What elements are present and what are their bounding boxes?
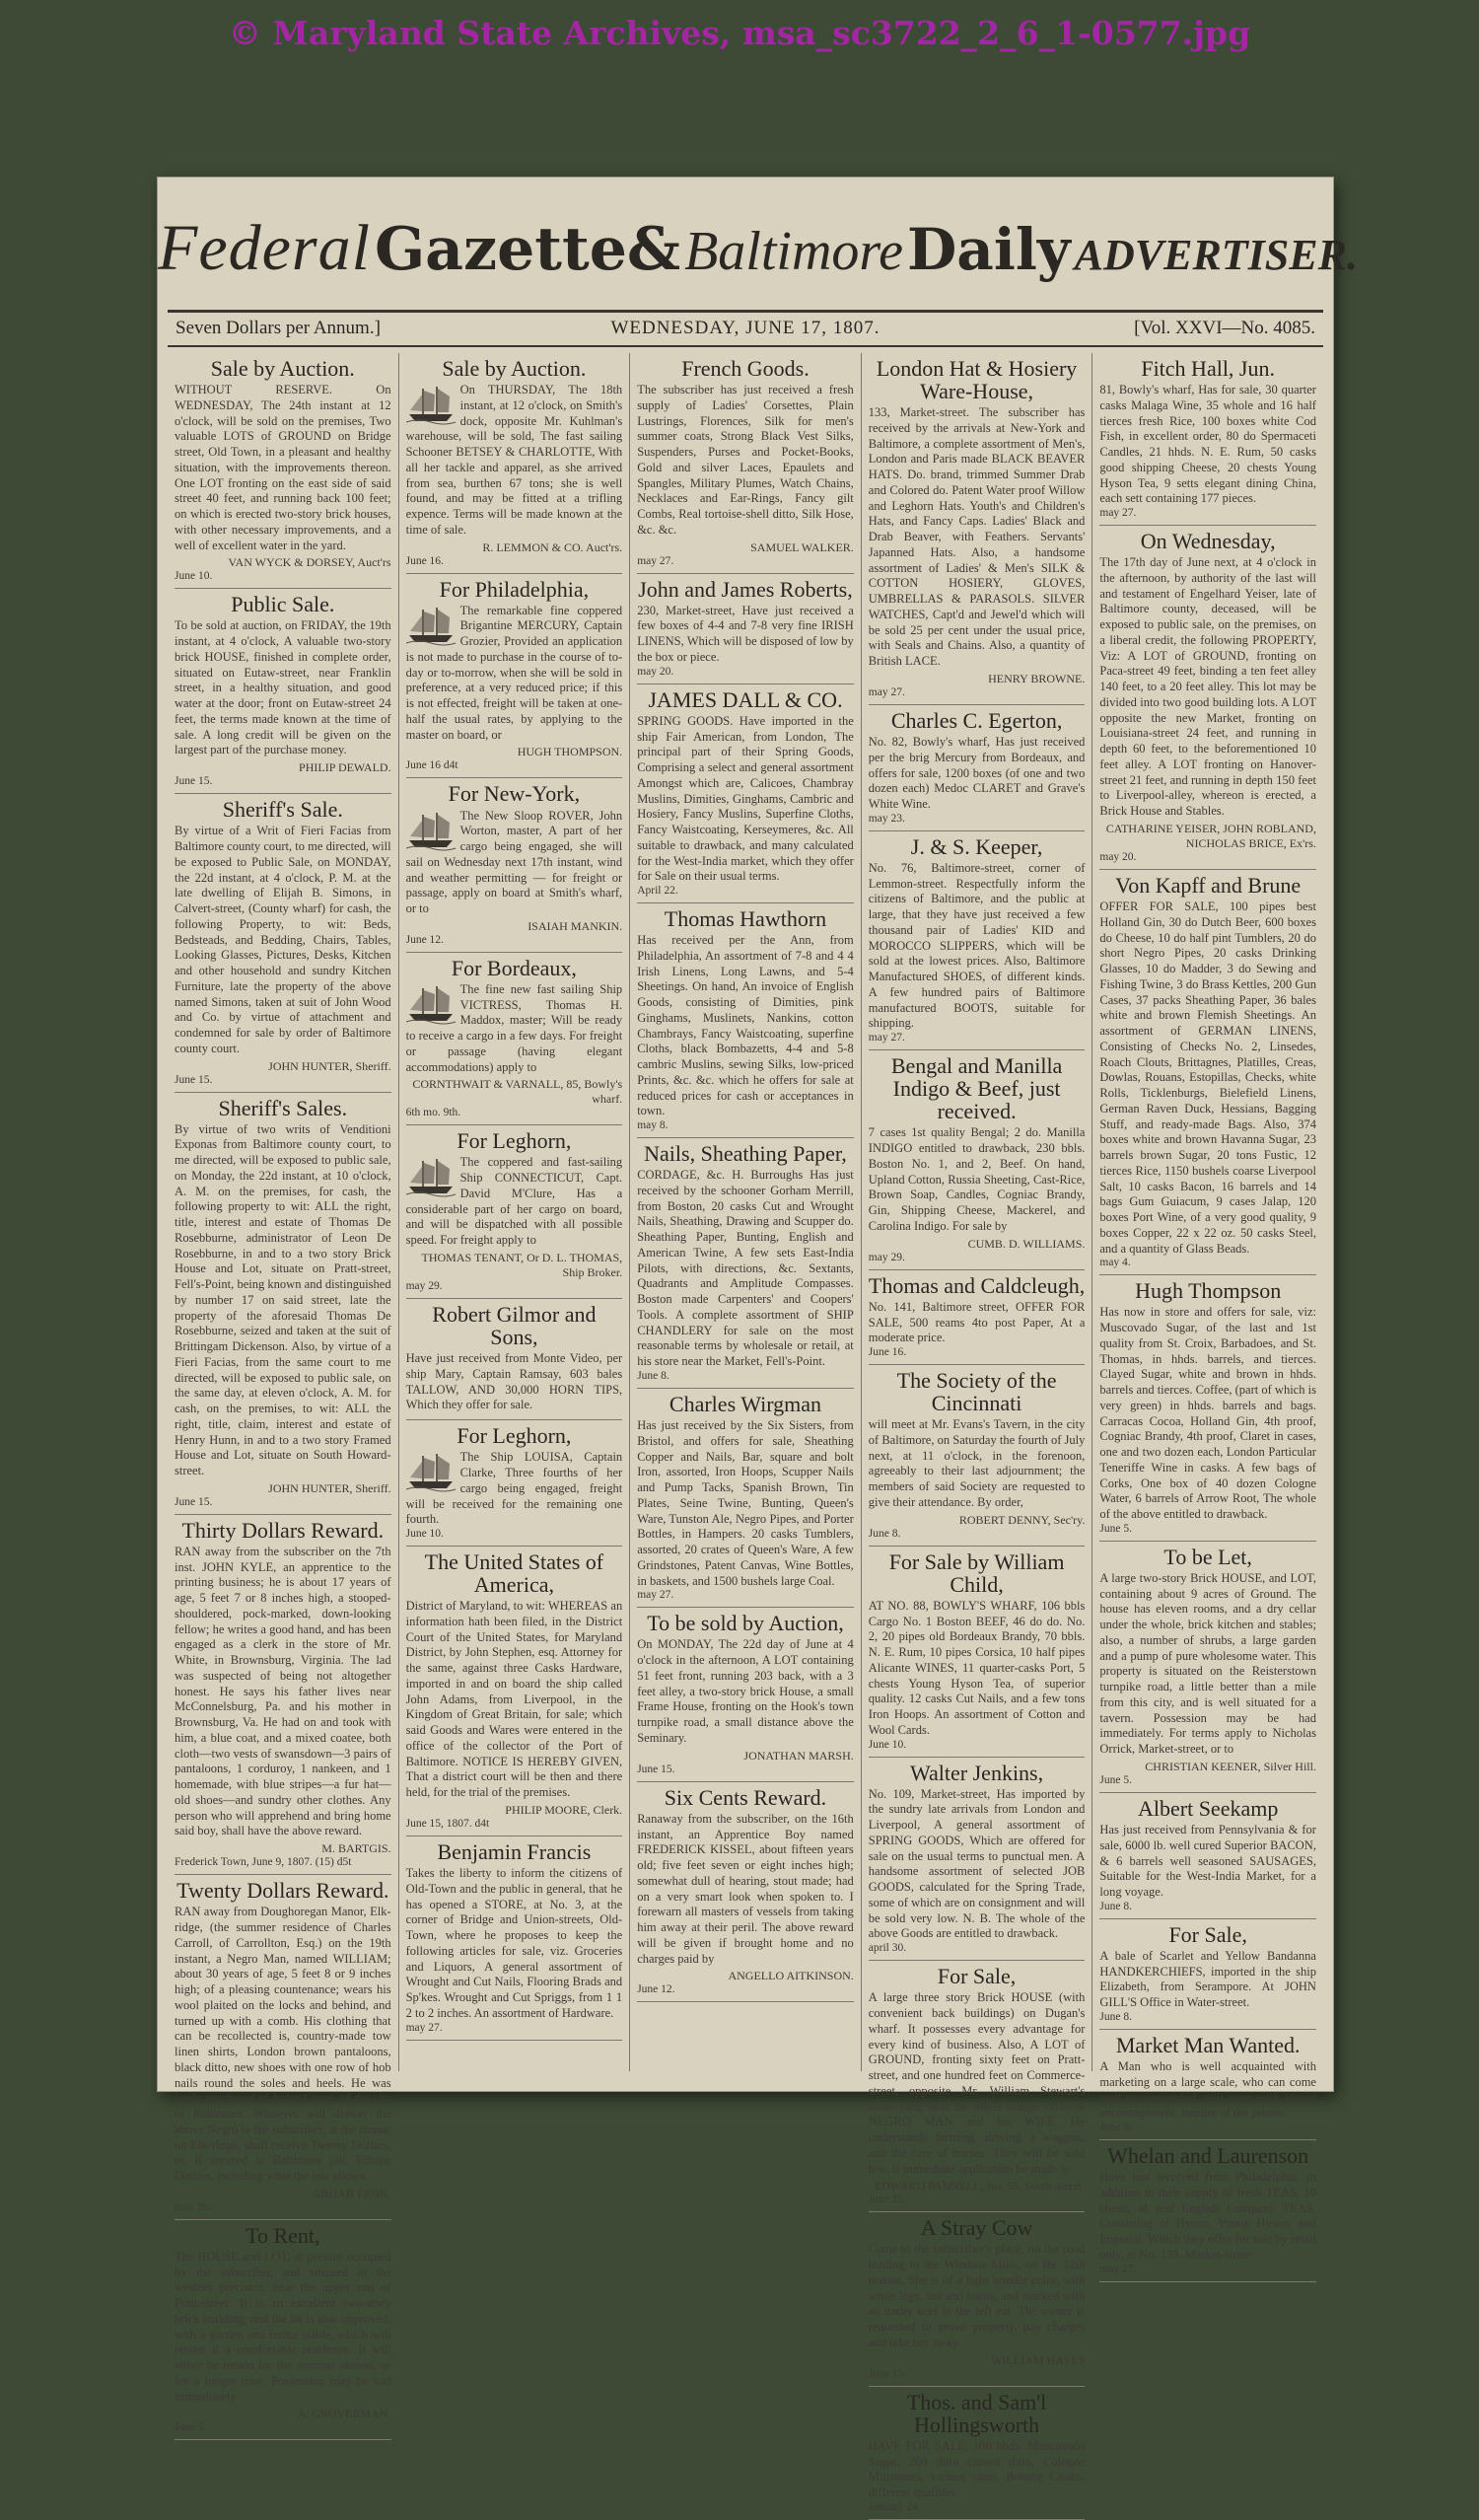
ad-date: June 16 d4t — [405, 759, 458, 772]
advertisement — [406, 1125, 623, 1299]
ad-body — [637, 1812, 854, 1968]
ad-date: June 8. — [1099, 2010, 1132, 2023]
ad-date: June 12. — [637, 1983, 675, 1996]
ad-signature: ANGELLO AITKINSON. — [728, 1969, 854, 1983]
ad-date: may 29. — [405, 1279, 443, 1292]
ad-body — [869, 1990, 1086, 2177]
ad-date: June 10. — [175, 570, 213, 583]
ad-body-text: By virtue of two writs of Venditioni Exponas from Baltimore county court, to me directed, will be exposed to public sale, on Monday, the 22d instant, at 10 o'clock, A. M. on the premises, for cash, the following property to wit: ALL the right, title, interest and estate of Thomas De Rosebburne, administrator of Leon De Rosebburne, in and to a two story Brick House and Lot, situate on Pratt-street, Fell's-Point, being known and distinguished by number 17 on said street, late the property of the aforesaid Thomas De Rosebburne, seized and taken at the suit of Brittingam Dickenson. Also, by virtue of a Fieri Facias, from the same court to me directed, will be exposed to public sale, on the same day, at eleven o'clock, A. M. for cash, on the premises, to wit: ALL the right, title, claim, interest and estate of Henry Hunn, in and to a two story Framed House and Lot, situate on South Howard-street. — [175, 1121, 391, 1478]
ad-body-text: No. 109, Market-street, Has imported by the sundry late arrivals from London and Liverpool, A general assortment of SPRING GOODS, Which are offered for sale on the usual terms to punctual men. A handsome assortment of selected JOB GOODS, calculated for the Spring Trade, some of which are on consignment and will be sold very low. N. B. The whole of the above Goods are entitled to drawback. — [868, 1786, 1086, 1941]
ad-body — [637, 604, 854, 666]
ad-body-text: AT NO. 88, BOWLY'S WHARF, 106 bbls Cargo No. 1 Boston BEEF, 46 do do. No. 2, 20 pipes old Bordeaux Brandy, 70 bbls. N. E. Rum, 10 pipes Corsica, 10 half pipes Alicante WINES, 11 quarter-casks Port, 5 chests Young Hyson Tea, of superior quality. 12 casks Cut Nails, and a few tons Iron Hoops. An assortment of Cotton and Wool Cards. — [868, 1598, 1086, 1737]
ad-body — [637, 1168, 854, 1370]
masthead-baltimore: Baltimore — [684, 221, 903, 282]
ad-title: Albert Seekamp — [1137, 1795, 1279, 1821]
ad-body-text: Takes the liberty to inform the citizens of Old-Town and the public in general, that he has opened a STORE, at No. 3, at the corner of Bridge and Union-streets, Old-Town, where he proposes to keep the following articles for sale, viz. Groceries and Liquors, A general assortment of Wrought and Cut Nails, Flooring Brads and Sp'kes. Wrought and Cut Spriggs, from 1 1 2 to 2 inches. An assortment of Hardware. — [405, 1866, 623, 2020]
advertisement — [1099, 1275, 1316, 1542]
ad-body — [175, 383, 391, 553]
ad-body — [406, 1599, 623, 1801]
ad-date: June 12. — [405, 933, 444, 946]
ad-body-text: Have just received from Philadelphia, in addition to their supply of fresh TEAS, 10 chests of real English Company TEAS, Consisting of Hyson, Young Hyson, and Imperial. Which they offer for sale by retail only, at No. 133, Market-street. — [1099, 2170, 1316, 2262]
advertisement — [406, 778, 623, 952]
ad-date: June 15. — [868, 2367, 907, 2380]
ad-body — [1099, 555, 1316, 820]
advertisement — [869, 2212, 1086, 2386]
ad-body — [406, 383, 623, 539]
ad-signature: JONATHAN MARSH. — [743, 1748, 854, 1763]
ad-title: On Wednesday, — [1140, 529, 1276, 554]
advertisement — [637, 1608, 854, 1781]
ad-title: Thomas Hawthorn — [664, 906, 827, 932]
ad-body-text: OFFER FOR SALE, 100 pipes best Holland Gin, 30 do Dutch Beer, 600 boxes do Cheese, 10 do half pint Tumblers, 20 do short Negro Pipes, 20 casks Drinking Glasses, 10 do Madder, 3 do Sewing and Fishing Twine, 3 do Brass Kettles, 200 Gun Cases, 37 packs Sheathing Paper, 36 bales white and brown Flemish Sheetings. An assortment of GERMAN LINENS, Consisting of Checks No. 2, Linsedes, Roach Clouts, Brittagnes, Platilles, Creas, Dowlas, Rouans, Estopillas, Checks, white Rolls, Ticklenburgs, Bielefield Linens, German Raven Duck, Hessians, Bagging Stuff, and ready-made Bags. Also, 374 boxes white and brown Havanna Sugar, 23 barrels brown Sugar, 20 tons Fustic, 12 tierces Rice, 1150 bushels coarse Liverpool Salt, 10 casks Bacon, 16 barrels and 14 bags Gum Guiacum, 9 cases Jalap, 120 boxes Port Wine, of a very good quality, 9 boxes Copper, 22 x 22 oz. 50 casks Steel, and a quantity of Glass Beads. — [1099, 900, 1316, 1256]
ad-body — [175, 1545, 391, 1839]
ad-signature: WILLIAM HAYES — [991, 2352, 1086, 2367]
ad-date: 6th mo. 9th. — [405, 1107, 461, 1119]
advertisement-columns — [168, 353, 1323, 2513]
archive-watermark: © Maryland State Archives, msa_sc3722_2_6_1-0577.jpg — [228, 14, 1251, 52]
advertisement — [175, 2220, 391, 2441]
ad-body-text: Has received per the Ann, from Philadelphia, An assortment of 7-8 and 4 4 Irish Linens, Long Lawns, and 5-4 Sheetings. On hand, An invoice of English Goods, consisting of Dimities, pink Ginghams, Muslinets, Nankins, cotton Chambrays, Fancy Waistcoating, superfine Cloths, black Bombazetts, 4-4 and 5-8 cambric Muslins, sewing Silks, low-priced Prints, &c. &c. which he offers for sale at reduced prices for cash or acceptances in town. — [637, 933, 854, 1118]
ad-body-text: will meet at Mr. Evans's Tavern, in the city of Baltimore, on Saturday the fourth of July next, at 11 o'clock, in the forenoon, agreeably to their last adjournment; the members of said Society are requested to give their attendance. By order, — [868, 1417, 1086, 1509]
newspaper-page — [158, 178, 1358, 2513]
advertisement — [175, 1515, 391, 1875]
column-3 — [630, 353, 862, 2071]
ad-title: To Rent, — [246, 2222, 320, 2248]
ad-body — [406, 982, 623, 1076]
ad-date: may 20. — [637, 665, 674, 678]
ad-body-text: The HOUSE and LOT, at present occupied by the subscriber, and situated in the western precincts, near the upper end of Pratt-street. It is an excellent two-story brick building; and the lot is also improved, with a garden and frame stable, which will render it a comfortable residence. It will either be rented for the summer season, or for a longer time. Possession may be had immediately. — [175, 2249, 391, 2404]
ad-title: For Leghorn, — [457, 1423, 572, 1449]
advertisement — [175, 1093, 391, 1515]
ad-title: Market Man Wanted. — [1115, 2032, 1301, 2057]
ad-date: June 10. — [868, 1738, 907, 1751]
subscription-price: Seven Dollars per Annum.] — [176, 318, 381, 338]
ad-date: may 4. — [1099, 1257, 1131, 1269]
ad-body-text: To be sold at auction, on FRIDAY, the 19th instant, at 4 o'clock, A valuable two-story brick HOUSE, finished in complete order, situated on Eutaw-street, near Franklin street, in a healthy situation, and good water at the door; front on Eutaw-street 24 feet, the terms made known at the time of sale. A long credit will be given on the largest part of the purchase money. — [175, 618, 391, 757]
ad-date: may 27. — [868, 685, 905, 698]
advertisement — [869, 1758, 1086, 1962]
ad-body — [406, 604, 623, 744]
ad-body-text: 81, Bowly's wharf, Has for sale, 30 quarter casks Malaga Wine, 35 whole and 16 half tierces fresh Rice, 100 boxes white Cod Fish, in excellent order, 80 do Spermaceti Candles, 21 hhds. N. E. Rum, 50 casks good shipping Cheese, 20 chests Young Hyson Tea, 9 setts elegant dining China, each sett containing 177 pieces. — [1099, 383, 1316, 506]
advertisement — [1099, 353, 1316, 526]
ship-icon — [406, 811, 456, 850]
ad-signature: CORNTHWAIT & VARNALL, 85, Bowly's wharf. — [412, 1077, 623, 1107]
ship-icon — [406, 385, 456, 424]
ad-date: April 22. — [637, 885, 678, 898]
ad-body — [869, 1599, 1086, 1739]
ad-date: may 20. — [1099, 850, 1137, 863]
ad-body-text: 230, Market-street, Have just received a few boxes of 4-4 and 7-8 very fine IRISH LINENS, Which will be disposed of low by the box or piece. — [637, 603, 854, 664]
ad-body — [637, 1637, 854, 1746]
advertisement — [869, 831, 1086, 1050]
ad-title: The Society of the Cincinnati — [896, 1368, 1057, 1416]
ad-signature: HENRY BROWNE. — [988, 671, 1086, 685]
ad-body — [869, 735, 1086, 813]
ad-body-text: Has just received by the Six Sisters, from Bristol, and offers for sale, Sheathing Copper and Nails, Bar, square and bolt Iron, assorted, Iron Hoops, Scupper Nails and Pump Tacks, Spanish Brown, Tin Plates, Seine Twine, Bunting, Queen's Ware, Tunston Ale, Negro Pipes, and Porter Bottles, in Hampers. 20 casks Tumblers, assorted, 20 crates of Queen's Ware, A few Grindstones, Patent Canvas, Wine Bottles, in baskets, and 1500 bushels large Coal. — [637, 1418, 854, 1588]
ad-body — [1099, 1571, 1316, 1758]
advertisement — [175, 589, 391, 794]
advertisement — [869, 1365, 1086, 1547]
advertisement — [175, 1875, 391, 2220]
ad-body-text: The fine new fast sailing Ship VICTRESS, Thomas H. Maddox, master; Will be ready to receive a cargo in a few days. For freight or passage (having elegant accommodations) apply to — [405, 981, 623, 1074]
ad-body — [869, 2242, 1086, 2350]
ad-title: For Philadelphia, — [439, 576, 590, 602]
advertisement — [406, 1547, 623, 1836]
advertisement — [869, 353, 1086, 705]
ad-body — [1099, 2059, 1316, 2122]
advertisement — [869, 1547, 1086, 1758]
ad-title: Sale by Auction. — [210, 356, 355, 381]
column-2 — [399, 353, 631, 2071]
ad-signature: JOHN HUNTER, Sheriff. — [268, 1058, 391, 1073]
ad-date: June 8. — [1099, 1900, 1132, 1912]
ad-body-text: District of Maryland, to wit: WHEREAS an information hath been filed, in the District Court of the United States, for Maryland District, by John Stephen, esq. Attorney for the same, against three Casks Hardware, imported in and on board the ship called John Adams, from Liverpool, in the Kingdom of Great Britain, for sale; which said Goods and Wares were entered in the office of the collector of the Port of Baltimore. NOTICE IS HEREBY GIVEN, That a district court will be then and there held, for the trial of the premises. — [405, 1599, 623, 1800]
ad-date: June 5. — [175, 2421, 207, 2434]
ad-body — [175, 824, 391, 1056]
dateline — [168, 316, 1323, 345]
ad-signature: JOHN HUNTER, Sheriff. — [268, 1480, 391, 1495]
advertisement — [1099, 1919, 1316, 2030]
advertisement — [1099, 1793, 1316, 1919]
advertisement — [637, 1782, 854, 2003]
ad-body-text: Ranaway from the subscriber, on the 16th instant, an Apprentice Boy named FREDERICK KISSEL, about fifteen years old; five feet seven or eight inches high; somewhat dull of hearing, stout made; had on a very smart look when spoken to. I forewarn all masters of vessels from taking him away at their peril. The above reward will be given if brought home and no charges paid by — [637, 1811, 854, 1966]
ad-body-text: The New Sloop ROVER, John Worton, master, A part of her cargo being engaged, she will sail on Wednesday next 17th instant, wind and weather permitting — for freight or passage, apply on board at Smith's wharf, or to — [405, 808, 623, 916]
ship-icon — [406, 1157, 456, 1196]
advertisement — [175, 794, 391, 1092]
advertisement — [637, 1138, 854, 1389]
ad-body-text: The 17th day of June next, at 4 o'clock in the afternoon, by authority of the last will and testament of Engelhard Yeiser, late of Baltimore county, deceased, will be exposed to public sale, on the premises, on a liberal credit, the following PROPERTY, Viz: A LOT of GROUND, fronting on Paca-street 49 feet, binding a ten feet alley 140 feet, to a 20 feet alley. This lot may be divided into two good building lots. A LOT opposite the new Market, fronting on Louisiana-street 24 feet, and running in depth 60 feet, to the beforementioned 10 feet alley. A LOT fronting on Hanover-street 21 feet, and running in depth 150 feet to Liverpool-alley, whereon is erected, a Brick House and Stables. — [1099, 555, 1316, 819]
ad-title: Benjamin Francis — [437, 1838, 592, 1864]
ad-title: Charles C. Egerton, — [890, 707, 1063, 733]
ad-title: Sheriff's Sales. — [218, 1095, 348, 1120]
advertisement — [637, 574, 854, 684]
ad-signature: PHILIP MOORE, Clerk. — [505, 1802, 623, 1817]
ad-title: Robert Gilmor and Sons, — [432, 1301, 597, 1350]
advertisement — [637, 684, 854, 903]
ad-title: J. & S. Keeper, — [910, 833, 1043, 859]
ad-signature: THOMAS TENANT, Or D. L. THOMAS, Ship Broker. — [421, 1250, 623, 1279]
masthead-rule — [168, 310, 1323, 313]
ad-date: June 15. — [175, 1495, 213, 1508]
ad-body-text: A bale of Scarlet and Yellow Bandanna HANDKERCHIEFS, imported in the ship Elizabeth, from Serampore. At JOHN GILL'S Office in Water-street. — [1099, 1948, 1316, 2010]
advertisement — [637, 903, 854, 1138]
ad-body — [406, 1351, 623, 1413]
ad-date: June 15, 1807. d4t — [405, 1817, 490, 1830]
ad-date: June 8. — [868, 1527, 901, 1540]
ad-date: June 15. — [175, 775, 213, 788]
ad-body — [637, 714, 854, 885]
ad-date: may 27. — [405, 2021, 443, 2034]
masthead-daily: Daily — [906, 216, 1071, 283]
ad-signature: ROBERT DENNY, Sec'ry. — [958, 1512, 1086, 1527]
ad-title: London Hat & Hosiery Ware-House, — [876, 356, 1078, 404]
ad-body — [1099, 900, 1316, 1257]
ad-date: may 26. — [175, 2200, 212, 2213]
ad-signature: M. BARTGIS. — [321, 1841, 391, 1856]
ad-body — [869, 2439, 1086, 2501]
ad-title: For Sale, — [1168, 1921, 1247, 1947]
ad-body-text: No. 141, Baltimore street, OFFER FOR SALE, 500 reams 4to post Paper, At a moderate price. — [868, 1299, 1086, 1345]
advertisement — [1099, 2140, 1316, 2282]
ad-title: JAMES DALL & CO. — [648, 686, 843, 712]
ad-body — [1099, 2170, 1316, 2264]
ad-title: Thos. and Sam'l Hollingsworth — [906, 2389, 1047, 2437]
advertisement — [869, 1961, 1086, 2212]
advertisement — [869, 1270, 1086, 1365]
ad-date: June 5. — [1099, 1773, 1132, 1786]
ad-title: Thomas and Caldcleugh, — [868, 1272, 1086, 1298]
ad-title: Six Cents Reward. — [664, 1784, 827, 1810]
ad-signature: ABIJAH FENN. — [312, 2186, 391, 2200]
ad-body-text: A large two-story Brick HOUSE, and LOT, containing about 9 acres of Ground. The house has eleven rooms, and a dry cellar under the whole, brick kitchen and stables; also, a number of shrubs, a large garden and a pump of pure wholesome water. This property is situated on the Reisterstown turnpike road, a little better than a mile from this city, and is well situated for a tavern. Possession may be had immediately. For terms apply to Nicholas Orrick, Market-street, or to — [1099, 1570, 1316, 1757]
ad-body — [406, 1155, 623, 1249]
ad-body-text: SPRING GOODS. Have imported in the ship Fair American, from London, The principal part of their Spring Goods, Comprising a select and general assortment Amongst which are, Calicoes, Chambray Muslins, Dimities, Ginghams, Cambric and Hosiery, Fancy Muslins, Superfine Cloths, Fancy Waistcoating, Kerseymeres, &c. All suitable to drawback, and many calculated for the West-India market, which they offer for Sale on their usual terms. — [637, 713, 854, 884]
ad-body — [406, 809, 623, 917]
advertisement — [1099, 526, 1316, 870]
ad-body — [869, 405, 1086, 670]
ad-body — [175, 1122, 391, 1479]
ad-title: For New-York, — [448, 781, 581, 807]
ad-title: Bengal and Manilla Indigo & Beef, just received. — [890, 1053, 1063, 1124]
ad-body-text: The subscriber has just received a fresh supply of Ladies' Corsettes, Plain Lustrings, Florences, Silk for men's summer coats, Strong Black Vest Silks, Suspenders, Purses and Pocket-Books, Gold and silver Laces, Epaulets and Spangles, Military Plumes, Watch Chains, Necklaces and Ear-Rings, Fancy gilt Combs, Real tortoise-shell ditto, Silk Hose, &c. &c. — [637, 383, 854, 537]
ad-date: June 5. — [1099, 2122, 1132, 2133]
advertisement — [1099, 2030, 1316, 2140]
ad-body — [869, 1300, 1086, 1346]
ad-body — [869, 1787, 1086, 1943]
ad-body — [1099, 383, 1316, 507]
ad-signature: CUMB. D. WILLIAMS. — [967, 1236, 1086, 1251]
ad-title: For Sale by William Child, — [888, 1548, 1065, 1597]
ad-date: may 27. — [637, 554, 674, 567]
ad-title: Sheriff's Sale. — [222, 797, 343, 823]
ad-date: may 8. — [637, 1119, 669, 1132]
ad-signature: SAMUEL WALKER. — [750, 540, 854, 554]
ad-title: Sale by Auction. — [442, 356, 587, 381]
advertisement — [637, 1389, 854, 1608]
ship-icon — [406, 606, 456, 645]
dateline-rule — [168, 345, 1323, 347]
ad-body-text: 7 cases 1st quality Bengal; 2 do. Manilla INDIGO entitled to drawback, 230 bbls. Boston No. 1, and 2, Beef. On hand, Upland Cotton, Russia Sheeting, Cast-Rice, Brown Soap, Candles, Cogniac Brandy, Gin, Shipping Cheese, Mackerel, and Carolina Indigo. For sale by — [868, 1125, 1086, 1233]
ad-body-text: The Ship LOUISA, Captain Clarke, Three fourths of her cargo being engaged, freight will be received for the remaining one fourth. — [405, 1450, 623, 1527]
advertisement — [869, 705, 1086, 831]
ad-title: Von Kapff and Brune — [1115, 872, 1302, 898]
ad-body — [406, 1450, 623, 1528]
column-1 — [168, 353, 399, 2434]
ad-date: may 27. — [868, 1032, 905, 1044]
ad-signature: R. LEMMON & CO. Auct'rs. — [482, 540, 623, 554]
ad-title: A Stray Cow — [920, 2215, 1033, 2241]
advertisement — [406, 1420, 623, 1547]
ad-body — [637, 933, 854, 1119]
ad-date: June 15. — [637, 1763, 675, 1775]
ad-body — [869, 861, 1086, 1032]
ad-body-text: On MONDAY, The 22d day of June at 4 o'clock in the afternoon, A LOT containing 51 feet front, running 203 back, with a 3 feet alley, a two-story brick House, a small Frame House, fronting on the Hook's town turnpike road, a small distance above the Seminary. — [637, 1637, 854, 1745]
ad-body — [175, 1905, 391, 2185]
ad-body-text: By virtue of a Writ of Fieri Facias from Baltimore county court, to me directed, will be exposed to Public Sale, on MONDAY, the 22d instant, at 4 o'clock, P. M. at the late dwelling of Elijah B. Simons, in Calvert-street, (County wharf) for cash, the following Property, to wit: Beds, Bedsteads, and Bedding, Chairs, Tables, Looking Glasses, Pictures, Desks, Kitchen and other household and sundry Kitchen Furniture, late the property of the above named Simons, taken at suit of John Wood and Co. by virtue of attachment and condemned for sale by order of Baltimore county court. — [175, 824, 391, 1055]
ad-body — [1099, 1823, 1316, 1901]
ad-body-text: No. 82, Bowly's wharf, Has just received per the brig Mercury from Bordeaux, and offers for sale, 1200 boxes (of one and two dozen each) Medoc CLARET and Grave's White Wine. — [868, 735, 1086, 812]
ad-body — [175, 2250, 391, 2406]
ad-body — [869, 1417, 1086, 1511]
ad-body — [1099, 1949, 1316, 2011]
ad-body-text: Came to the subscriber's place, on the road leading to the Windsor Mills, on the 12th instant. She is of a light brindle color, with white legs, tail and horns, and marked with an under keel in the left ear. The owner is requested to prove property, pay charges and take her away. — [868, 2242, 1086, 2349]
masthead-federal: Federal — [158, 212, 371, 284]
ad-date: June 16. — [868, 1346, 907, 1358]
ad-signature: VAN WYCK & DORSEY, Auct'rs — [228, 555, 391, 570]
advertisement — [406, 953, 623, 1126]
ad-date: april 30. — [868, 1942, 907, 1955]
ad-body-text: The remarkable fine coppered Brigantine MERCURY, Captain Grozier, Provided an application is not made to purchase in the course of to-day or to-morrow, when she will be sold in preference, at a very reduced price; if this is not effected, freight will be taken at one-half the usual rates, by applying to the master on board, or — [405, 603, 623, 742]
ad-body — [637, 1418, 854, 1589]
ad-title: Walter Jenkins, — [910, 1760, 1044, 1785]
ad-title: Nails, Sheathing Paper, — [644, 1141, 847, 1167]
ad-title: For Leghorn, — [457, 1128, 572, 1154]
ad-date: may 27. — [637, 1589, 674, 1602]
ad-title: Charles Wirgman — [669, 1391, 822, 1416]
ad-date: may 27. — [1099, 507, 1137, 520]
ad-date: January 24. — [868, 2500, 921, 2513]
advertisement — [406, 1299, 623, 1420]
ad-body-text: WITHOUT RESERVE. On WEDNESDAY, The 24th instant at 12 o'clock, will be sold on the premises, Two valuable LOTS of GROUND on Bridge street, Old Town, in a pleasant and healthy situation, with the improvements thereon. One LOT fronting on the east side of said street 40 feet, and running back 100 feet; on which is erected two-story brick houses, with other necessary improvements, and a well of excellent water in the yard. — [175, 383, 391, 552]
ad-body-text: A large three story Brick HOUSE (with convenient back buildings) on Dugan's wharf. It possesses every advantage for every kind of business. Also, A LOT of GROUND, fronting sixty feet on Pratt-street, and one hundred feet on Commerce-street, opposite Mr. William Stewart's stone-yard, near the lower bridge. Also, A NEGRO MAN and his WIFE. He understands farming, driving a waggon, and the care of horses. They will be sold low, if immediate application be made to — [868, 1990, 1086, 2176]
ad-title: Hugh Thompson — [1135, 1278, 1282, 1304]
issue-date: WEDNESDAY, JUNE 17, 1807. — [610, 318, 880, 338]
ad-signature: A. GROVERMAN. — [297, 2407, 391, 2421]
ad-title: For Bordeaux, — [451, 955, 577, 980]
ship-icon — [406, 984, 456, 1024]
ad-title: The United States of America, — [424, 1549, 604, 1598]
ad-body — [175, 618, 391, 758]
ad-title: French Goods. — [681, 356, 810, 381]
ad-date: Frederick Town, June 9, 1807. (15) d5t — [175, 1856, 352, 1869]
advertisement — [406, 353, 623, 574]
ad-signature: EDWARD PANNELL, No. 55, South-street. — [874, 2179, 1086, 2194]
column-5 — [1092, 353, 1323, 2275]
advertisement — [869, 1050, 1086, 1270]
volume-number: [Vol. XXVI—No. 4085. — [1134, 318, 1315, 338]
ad-date: may 23. — [868, 812, 905, 825]
masthead-advertiser: ADVERTISER. — [1074, 231, 1358, 279]
ad-body — [869, 1125, 1086, 1234]
ad-signature: HUGH THOMPSON. — [517, 745, 623, 759]
ad-date: may 29. — [868, 1251, 905, 1263]
ad-body-text: A Man who is well acquainted with marketing on a large scale, who can come well recommended, will meet with liberal encouragement. Inquire of the printer. — [1099, 2059, 1316, 2121]
ad-signature: CHRISTIAN KEENER, Silver Hill. — [1145, 1759, 1316, 1773]
advertisement — [175, 353, 391, 589]
ad-body-text: The coppered and fast-sailing Ship CONNECTICUT, Capt. David M'Clure, Has a considerable part of her cargo on board, and will be dispatched with all possible speed. For freight apply to — [405, 1155, 623, 1248]
masthead — [158, 211, 1358, 310]
advertisement — [1099, 1542, 1316, 1793]
ad-date: June 16. — [405, 554, 444, 567]
advertisement — [869, 2387, 1086, 2520]
advertisement — [1099, 870, 1316, 1275]
ad-date: June 15. — [868, 2194, 907, 2206]
ad-date: June 8. — [637, 1369, 669, 1382]
ad-body-text: Has now in store and offers for sale, viz: Muscovado Sugar, of the last and 1st quality from St. Croix, Barbadoes, and St. Thomas, in hhds. barrels, and tierces. Clayed Sugar, white and brown in hhds. barrels and tierces. Coffee, (part of which is very green) in hhds. barrels and bags. Carracas Cocoa, Holland Gin, 4th proof, Cogniac Brandy, 4th proof, Claret in cases, one and two dozen each, London Particular Teneriffe Wine in casks. A few bags of Corks, One box of 40 dozen Cologne Water, 6 barrels of Arrow Root, The whole of the above entitled to drawback. — [1099, 1305, 1316, 1522]
ad-body-text: RAN away from the subscriber on the 7th inst. JOHN KYLE, an apprentice to the printing business; he is about 17 years of age, 5 feet 7 or 8 inches high, a stooped-shouldered, pock-marked, down-looking fellow; he writes a good hand, and has been engaged as a clerk in the store of Mr. White, in Brownsburg, Virginia. The lad was suspected of being not altogether honest. He says his father lives near McConnelsburg, Pa. and his mother in Brownsburg, Va. He had on and took with him, a blue coat, and a mixed coatee, both cloth—two vests of swansdown—3 pairs of pantaloons, 1 corduroy, 1 nankeen, and 1 homemade, with blue stripes—a fur hat—old shoes—and sundry other clothes. Any person who will apprehend and bring home said boy, shall have the above reward. — [175, 1544, 391, 1838]
ad-body-text: CORDAGE, &c. H. Burroughs Has just received by the schooner Gorham Merrill, from Boston, 20 casks Cut and Wrought Nails, Sheathing, Drawing and Scupper do. Sheathing Paper, Bunting, English and American Twine, A few sets East-India Pilots, with directions, &c. Sextants, Quadrants and Amplitude Compasses. Boston made Carpenters' and Coopers' Tools. A complete assortment of SHIP CHANDLERY for sale on the most reasonable terms by wholesale or retail, at his store near the Market, Fell's-Point. — [637, 1168, 854, 1369]
ad-title: For Sale, — [937, 1964, 1017, 1989]
ad-body-text: RAN away from Doughoregan Manor, Elk-ridge, (the summer residence of Charles Carroll, of Carrollton, Esq.) on the 19th instant, a Negro Man, named WILLIAM; about 30 years of age, 5 feet 8 or 9 inches high; of a pleasing countenance; wears his wool plaited on the locks and behind, and turned up with a comb. His clothing that can be recollected is, country-made tow linen shirts, London brown pantaloons, black ditto, new shoes with one row of hob nails round the soles and heels. He was lately purchased of Judge Chase, of the city of Baltimore. Whoever will deliver the above Negro to the subscriber, at the manor on Elk-ridge, shall receive Twenty Dollars; or, if secured in Baltimore jail, Fifteen Dollars, including what the law allows. — [175, 1905, 391, 2184]
ad-title: Whelan and Laurenson — [1107, 2143, 1309, 2168]
ad-date: June 10. — [405, 1528, 444, 1540]
ad-body-text: 133, Market-street. The subscriber has received by the arrivals at New-York and Baltimore, a complete assortment of Men's, London and Paris made BLACK BEAVER HATS. Do. brand, trimmed Summer Drab and Colored do. Patent Water proof Willow and Leghorn Hats. Youth's and Children's Hats, and Fancy Caps. Ladies' Black and Drab Beaver, with Feathers. Servants' Japanned Hats. Also, a handsome assortment of Ladies' & Men's SILK & COTTON HOSIERY, GLOVES, UMBRELLAS & PARASOLS. SILVER WATCHES, Capt'd and Jewel'd which will be sold 25 per cent under the usual price, with Seals and Chains. Also, a quantity of British LACE. — [868, 405, 1086, 669]
ad-signature: ISAIAH MANKIN. — [528, 918, 623, 933]
ad-title: To be sold by Auction, — [647, 1611, 844, 1636]
advertisement — [406, 1836, 623, 2041]
advertisement — [637, 353, 854, 574]
ad-title: John and James Roberts, — [638, 576, 853, 602]
ad-body — [1099, 1305, 1316, 1523]
ad-body-text: Has just received from Pennsylvania & for sale, 6000 lb. well cured Superior BACON, & 6 barrels well seasoned SAUSAGES, Suitable for the West-India Market, for a long voyage. — [1099, 1823, 1316, 1900]
ad-date: June 15. — [175, 1073, 213, 1086]
ad-body — [406, 1866, 623, 2022]
ad-title: Fitch Hall, Jun. — [1141, 356, 1275, 381]
ad-body-text: Have just received from Monte Video, per ship Mary, Captain Ramsay, 603 bales TALLOW, AND 30,000 HORN TIPS, Which they offer for sale. — [405, 1351, 623, 1412]
ad-title: Thirty Dollars Reward. — [181, 1517, 385, 1543]
ad-body-text: No. 76, Baltimore-street, corner of Lemmon-street. Respectfully inform the citizens of Baltimore, and the public at large, that they have just received a few thousand pair of Ladies' KID and MOROCCO SLIPPERS, which will be sold at the lowest prices. Also, Baltimore Manufactured SHOES, of different kinds. A few hundred pairs of Baltimore manufactured BOOTS, suitable for shipping. — [868, 860, 1086, 1031]
ad-date: June 5. — [1099, 1522, 1132, 1535]
ad-body-text: HAVE FOR SALE, 100 hhds. Muscovado Sugar, 200 ditto claved ditto, Cologne Millstones, various sizes, Bolting Cloths, different qualities. — [868, 2438, 1086, 2500]
ad-title: Public Sale. — [231, 592, 335, 617]
ad-signature: CATHARINE YEISER, JOHN ROBLAND, NICHOLAS BRICE, Ex'rs. — [1105, 821, 1316, 850]
ad-signature: PHILIP DEWALD. — [299, 760, 391, 775]
ad-body-text: On THURSDAY, The 18th instant, at 12 o'clock, on Smith's dock, opposite Mr. Kuhlman's warehouse, will be sold, The fast sailing Schooner BETSEY & CHARLOTTE, With all her tackle and apparel, as she arrived from sea, burthen 67 tons; she is well found, and may be fitted at a trifling expence. Terms will be made known at the time of sale. — [405, 383, 623, 537]
column-4 — [862, 353, 1093, 2513]
ad-title: Twenty Dollars Reward. — [176, 1878, 389, 1904]
advertisement — [406, 574, 623, 779]
ship-icon — [406, 1452, 456, 1491]
ad-date: may 27. — [1099, 2263, 1137, 2275]
ad-title: To be Let, — [1163, 1544, 1252, 1569]
ad-body — [637, 383, 854, 539]
masthead-gazette: Gazette& — [374, 215, 681, 284]
